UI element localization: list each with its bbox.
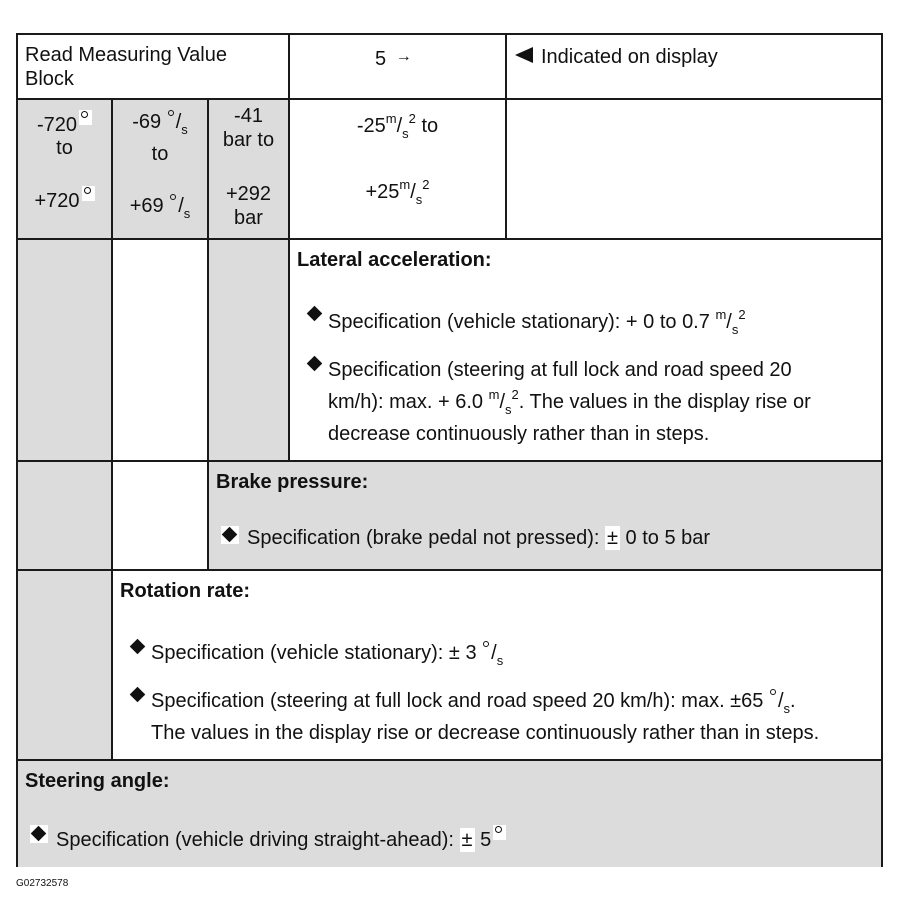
lateral-spec-2-line1: Specification (steering at full lock and road speed 20: [328, 359, 792, 381]
range-lateral-min: $-25^m/_s^2$ to: [356, 111, 439, 141]
unit-exp: 2: [511, 387, 519, 402]
unit-s: s: [402, 126, 409, 141]
lateral-spacer-2: [113, 240, 209, 462]
range-brake-max-l2: bar: [234, 207, 263, 229]
degree-icon: [769, 689, 778, 699]
range-rotation-max: +69 $/_s$: [129, 195, 191, 221]
range-steering-to: to: [56, 137, 73, 159]
plus-minus: ±: [606, 527, 618, 549]
unit-s: s: [496, 653, 504, 668]
unit-s: s: [783, 701, 791, 716]
lateral-spec-1: Specification (vehicle stationary): + 0 to 0.7 $^m/_s^2$: [328, 307, 746, 337]
rotation-spacer-1: [18, 571, 113, 761]
indicated-label: Indicated on display: [541, 46, 718, 68]
range-brake-min-l2: bar to: [222, 129, 275, 151]
unit-m: m: [715, 307, 727, 322]
period: .: [790, 690, 796, 712]
degree-icon: [82, 186, 95, 201]
steering-heading: Steering angle:: [25, 770, 170, 792]
arrow-right-icon: →: [395, 48, 412, 65]
lateral-spec-1-text: Specification (vehicle stationary): + 0 to 0.7: [328, 311, 710, 333]
rotation-spec-2-text: Specification (steering at full lock and road speed 20 km/h): max. ±65: [151, 690, 764, 712]
brake-spacer-1: [18, 462, 113, 571]
unit-exp: 2: [738, 307, 746, 322]
range-rotation-max-value: +69: [129, 195, 164, 217]
header-block-cell: [290, 35, 507, 100]
range-steering-min: [18, 110, 111, 137]
unit-exp: 2: [422, 177, 430, 192]
header-title: Read Measuring Value Block: [25, 44, 227, 90]
lateral-spacer-3: [209, 240, 290, 462]
unit-m: m: [399, 177, 411, 192]
steering-spec-text: Specification (vehicle driving straight-ahead):: [56, 829, 454, 851]
lateral-spec-2-line3: decrease continuously rather than in steps.: [328, 423, 710, 445]
rotation-spec-2-line2: The values in the display rise or decrease continuously rather than in steps.: [151, 722, 820, 744]
diamond-bullet-icon: [222, 527, 238, 543]
diamond-bullet-icon: [307, 306, 323, 322]
diamond-bullet-icon: [130, 687, 146, 703]
brake-spacer-2: [113, 462, 209, 571]
rotation-spec-1-text: Specification (vehicle stationary):: [151, 642, 444, 664]
range-lateral-max: $+25^m/_s^2$: [365, 177, 430, 207]
diamond-bullet-icon: [31, 826, 47, 842]
degree-icon: [169, 194, 178, 204]
block-number: [375, 45, 412, 71]
range-brake-min-l1: -41: [234, 105, 263, 127]
range-brake-max-l1: +292: [225, 183, 272, 205]
range-lateral-cell: [290, 100, 507, 240]
brake-spec: [247, 526, 710, 550]
unit-m: m: [488, 387, 500, 402]
unit-exp: 2: [408, 111, 416, 126]
rotation-section: [113, 571, 881, 761]
brake-section: [209, 462, 881, 571]
block-number-value: 5: [375, 48, 387, 70]
range-rotation-min: -69 $/_s$: [132, 111, 188, 137]
rotation-spec-2-line1: Specification (steering at full lock and road speed 20 km/h): max. ±65 $/_s$.: [151, 690, 796, 716]
unit-m: m: [385, 111, 397, 126]
range-lateral-max-value: +25: [365, 181, 400, 203]
rotation-heading: Rotation rate:: [120, 580, 250, 602]
bullet-box: [30, 825, 48, 843]
steering-spec: [56, 825, 506, 852]
steering-spec-value: 5: [480, 829, 492, 851]
range-empty-cell: [507, 100, 881, 240]
range-steering-max: [18, 186, 111, 213]
unit-s: s: [183, 206, 191, 221]
diamond-bullet-icon: [307, 356, 323, 372]
lateral-section: [290, 240, 881, 462]
measuring-value-table: [16, 33, 883, 867]
rotation-spec-1-value: ± 3: [448, 642, 477, 664]
degree-icon: [167, 110, 176, 120]
steering-section: [18, 761, 881, 867]
unit-s: s: [415, 192, 423, 207]
unit-s: s: [181, 122, 188, 137]
range-lateral-min-value: -25: [356, 115, 386, 137]
range-rotation-to: to: [151, 143, 169, 165]
lateral-spec-2-line2: km/h): max. + 6.0 $^m/_s^2$. The values in the display rise or: [328, 387, 811, 417]
plus-minus: ±: [461, 829, 473, 851]
degree-icon: [482, 641, 491, 651]
unit-s: s: [505, 402, 512, 417]
brake-spec-value: 0 to 5 bar: [625, 527, 711, 549]
lateral-spacer-1: [18, 240, 113, 462]
degree-icon: [79, 110, 92, 125]
lateral-spec-2-prefix: km/h): max. + 6.0: [328, 391, 484, 413]
range-brake-cell: [209, 100, 290, 240]
range-lateral-to: to: [421, 115, 439, 137]
brake-heading: Brake pressure:: [216, 471, 369, 493]
header-indicated-cell: [507, 35, 881, 100]
range-steering-cell: [18, 100, 113, 240]
bullet-box: [221, 526, 239, 544]
unit-s: s: [731, 322, 739, 337]
range-steering-max-value: +720: [34, 190, 80, 212]
range-steering-min-value: -720: [36, 114, 78, 136]
header-title-cell: [18, 35, 290, 100]
figure-id: G02732578: [16, 878, 69, 889]
lateral-heading: Lateral acceleration:: [297, 249, 492, 271]
lateral-spec-2-suffix: . The values in the display rise or: [518, 391, 811, 413]
range-rotation-min-value: -69: [132, 111, 162, 133]
degree-icon: [493, 825, 506, 840]
range-rotation-cell: [113, 100, 209, 240]
brake-spec-text: Specification (brake pedal not pressed):: [247, 527, 600, 549]
rotation-spec-1: Specification (vehicle stationary): ± 3 $/_s$: [151, 642, 504, 668]
triangle-left-icon: [515, 47, 533, 63]
diamond-bullet-icon: [130, 639, 146, 655]
